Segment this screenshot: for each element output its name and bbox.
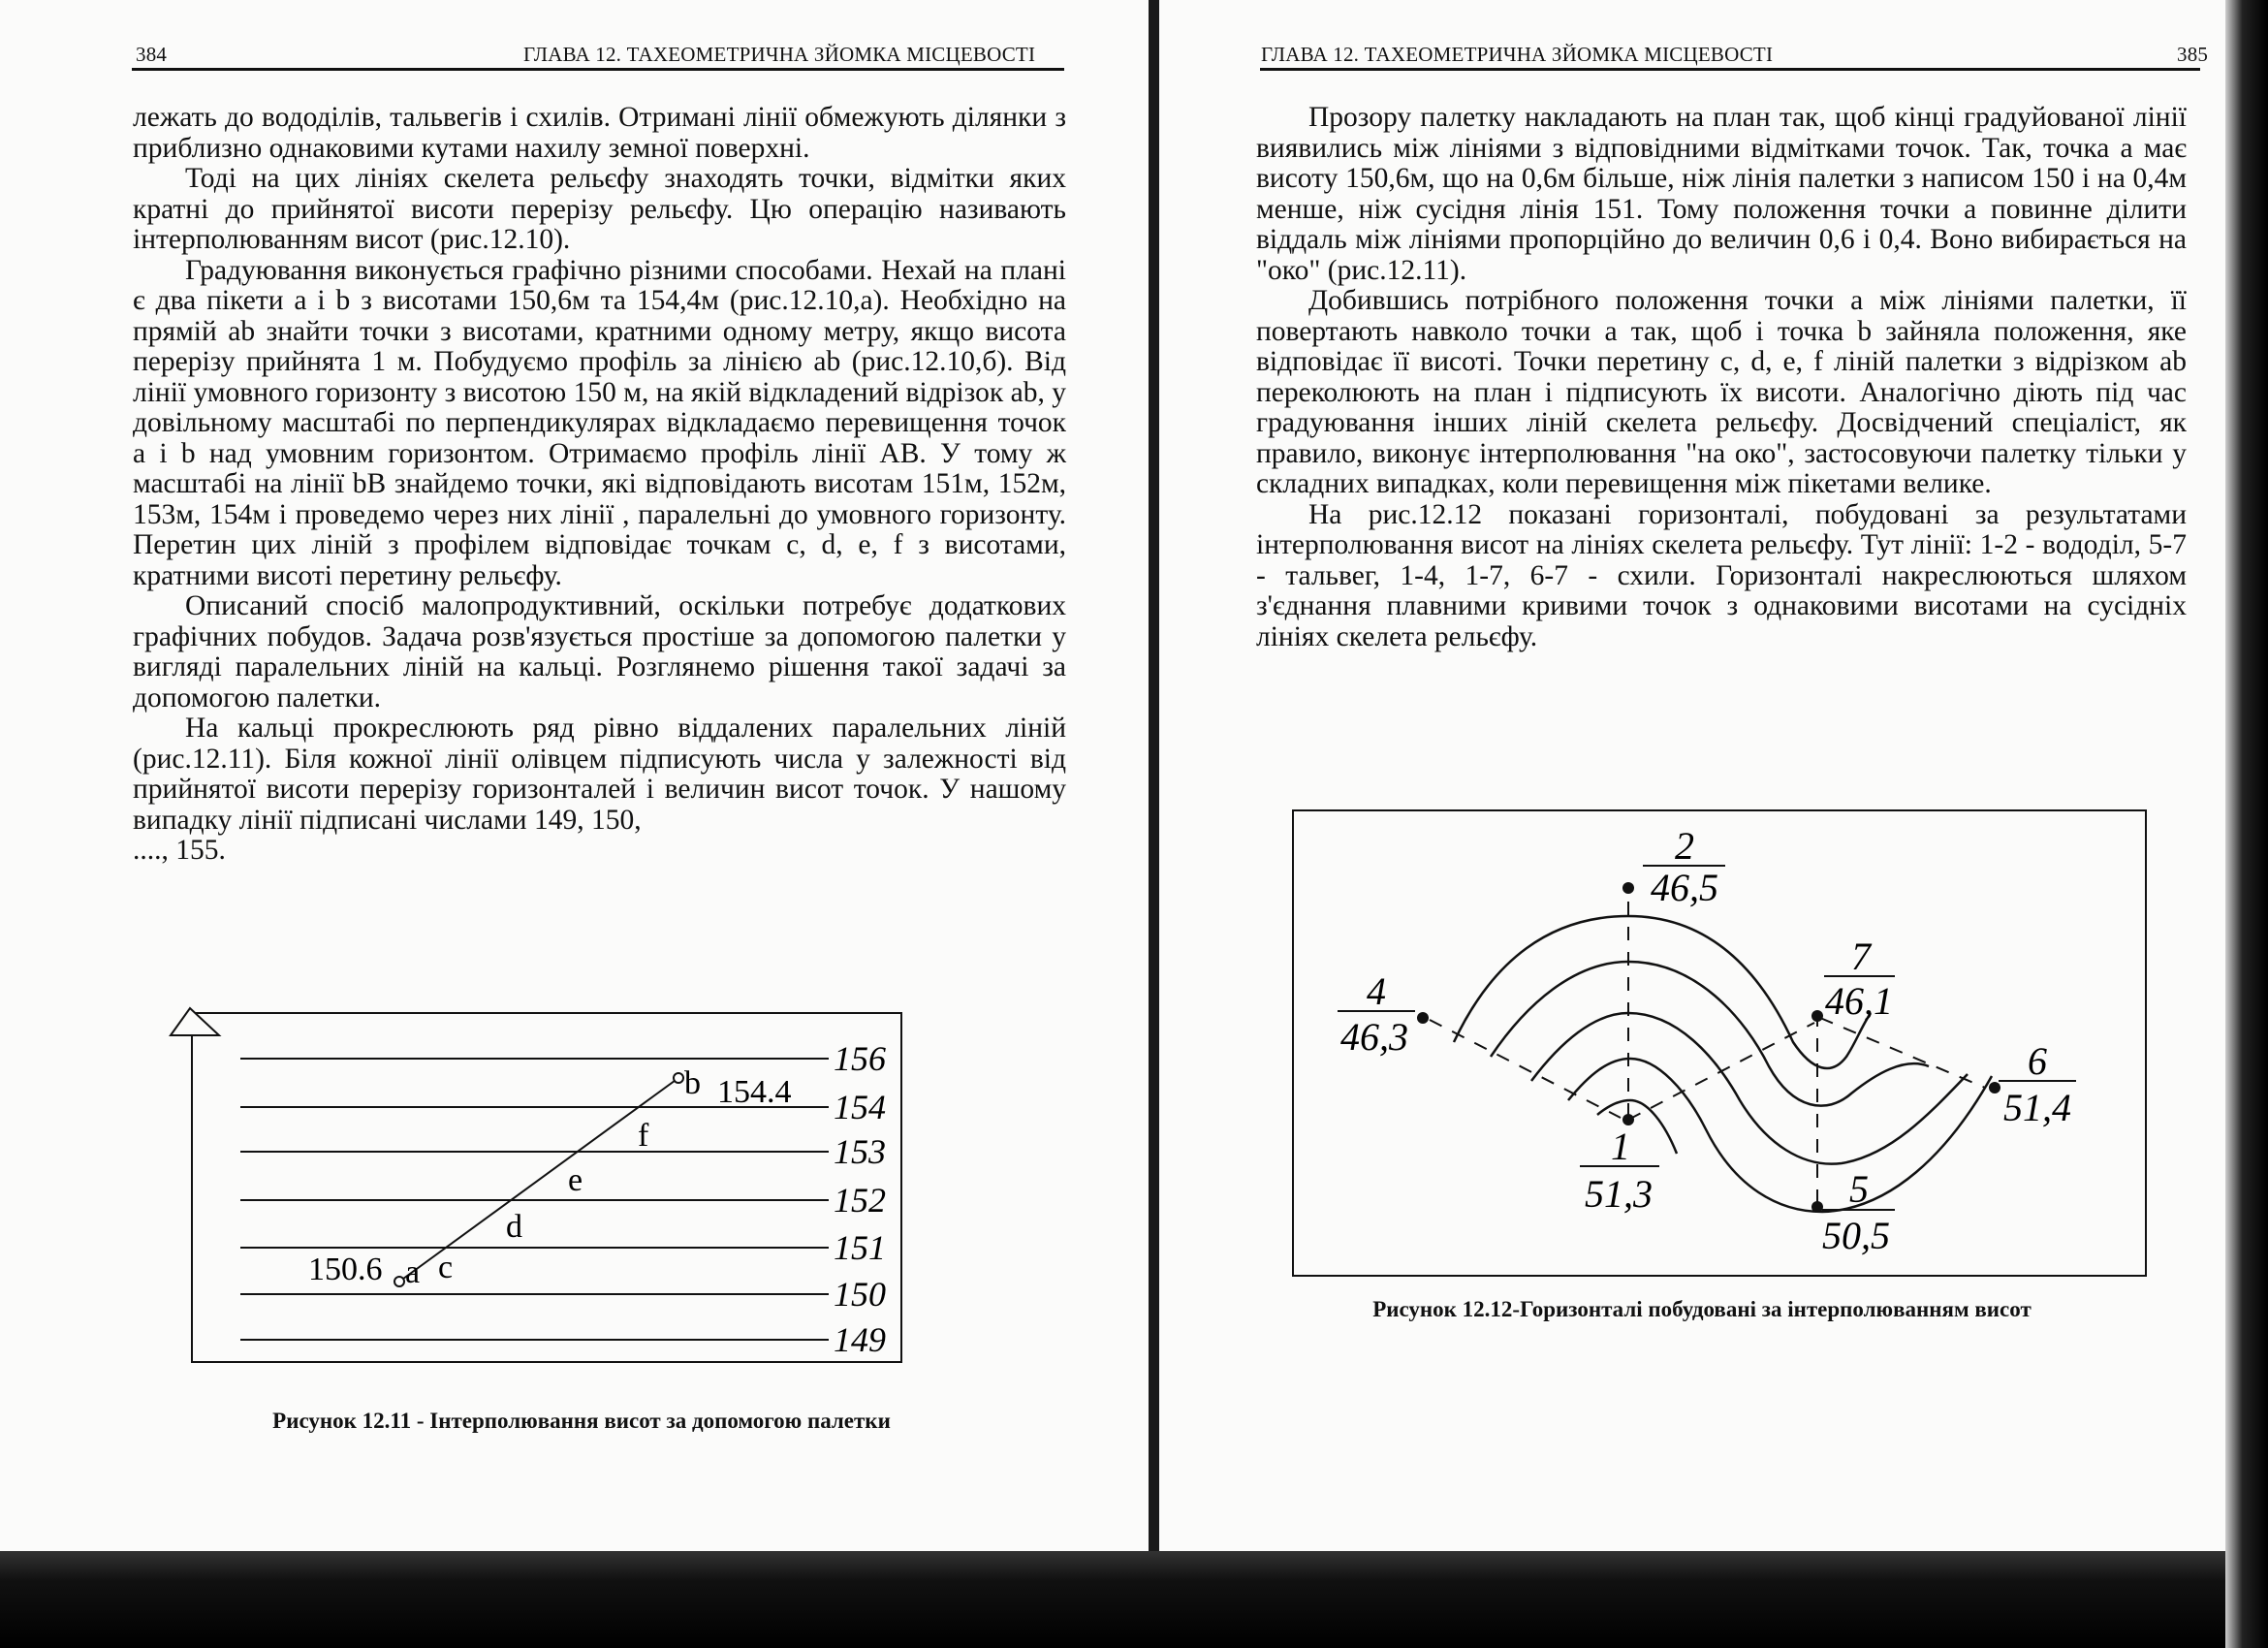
paragraph: ...., 155. [133, 835, 226, 866]
line-label: 151 [834, 1228, 886, 1267]
label-a-height: 150.6 [308, 1252, 383, 1287]
point-5-height: 50,5 [1822, 1214, 1890, 1257]
figure-12-11 [165, 1003, 911, 1401]
point-6-height: 51,4 [2003, 1086, 2071, 1129]
label-c: c [438, 1250, 454, 1285]
point-labels [308, 1065, 792, 1290]
running-head-right: ГЛАВА 12. ТАХЕОМЕТРИЧНА ЗЙОМКА МІСЦЕВОСТІ [1261, 43, 1774, 66]
paragraph: Прозору палетку накладають на план так, щоб кінці градуйованої лінії виявились між лініями з відповідними відмітками точок. Так, точка a має висоту 150,6м, що на 0,6м більше, ніж лінія палетки з написом 150 і на 0,4м менше, ніж сусідня лінія 151. Тому положення точки a повинне ділити віддаль між лініями пропорційно до величин 0,6 і 0,4. Воно вибирається на "око" (рис.12.11). [1256, 102, 2187, 286]
figure-12-11-caption: Рисунок 12.11 - Інтерполювання висот за допомогою палетки [272, 1409, 891, 1433]
figure-12-12-caption: Рисунок 12.12-Горизонталі побудовані за інтерполюванням висот [1372, 1297, 2032, 1321]
line-label: 149 [834, 1320, 886, 1359]
label-f: f [638, 1118, 649, 1154]
point-2-number: 2 [1675, 824, 1694, 868]
label-b: b [684, 1065, 701, 1101]
paragraph: Добившись потрібного положення точки a між лініями палетки, її повертають навколо точки a так, щоб і точка b зайняла положення, яке відповідає її висоті. Точки перетину c, d, e, f ліній палетки з відрізком ab переколюють на план і підписують їх висоти. Аналогічно діють під час градуювання інших ліній скелета рельєфу. Досвідчений спеціаліст, як правило, виконує інтерполювання "на око", застосовуючи палетку тільки у складних випадках, коли перевищення між пікетами велике. [1256, 285, 2187, 499]
paragraph: На рис.12.12 показані горизонталі, побудовані за результатами інтерполювання висот на лініях скелета рельєфу. Тут лінії: 1-2 - вододіл, 5-7 - тальвег, 1-4, 1-7, 6-7 - схили. Горизонталі накреслюються шляхом з'єднання плавними кривими точок з однаковими висотами на сусідніх лініях скелета рельєфу. [1256, 498, 2187, 652]
running-head-left: ГЛАВА 12. ТАХЕОМЕТРИЧНА ЗЙОМКА МІСЦЕВОСТІ [523, 43, 1036, 66]
paragraph: лежать до вододілів, тальвегів і схилів. Отримані лінії обмежують ділянки з приблизно однаковими кутами нахилу земної поверхні. [133, 102, 1066, 164]
paragraph: Тоді на цих лініях скелета рельєфу знаходять точки, відмітки яких кратні до прийнятої висоти перерізу рельєфу. Цю операцію називають інтерполюванням висот (рис.12.10). [133, 163, 1066, 255]
point-6-number: 6 [2028, 1039, 2047, 1083]
header-rule-left [132, 68, 1064, 71]
point-a-marker [394, 1277, 404, 1286]
right-page [1159, 0, 2240, 1561]
point-markers [1417, 882, 2000, 1213]
book-gutter [1149, 0, 1159, 1570]
contour-lines [1454, 916, 1992, 1212]
line-label: 153 [834, 1132, 886, 1171]
line-label: 152 [834, 1181, 886, 1220]
left-body-text [133, 103, 1066, 867]
palette-line-labels [834, 1039, 886, 1359]
paragraph: Градуювання виконується графічно різними способами. Нехай на плані є два пікети a і b з висотами 150,6м та 154,4м (рис.12.10,а). Необхідно на прямій ab знайти точки з висотами, кратними одному метру, якщо висота перерізу прийнята 1 м. Побудуємо профіль за лінією ab (рис.12.10,б). Від лінії умовного горизонту з висотою 150 м, на якій відкладений відрізок ab, у довільному масштабі по перпендикулярах відкладаємо перевищення точок a і b над умовним горизонтом. Отримаємо профіль лінії AB. У тому ж масштабі на лінії bB знайдемо точки, які відповідають висотам 151м, 152м, 153м, 154м і проведемо через них лінії , паралельні до умовного горизонту. Перетин цих ліній з профілем відповідає точкам c, d, e, f з висотами, кратними висоті перетину рельєфу. [133, 254, 1066, 591]
line-label: 156 [834, 1039, 886, 1078]
point-7-height: 46,1 [1825, 979, 1893, 1023]
paragraph: На кальці прокреслюють ряд рівно віддалених паралельних ліній (рис.12.11). Біля кожної лінії олівцем підписують числа у залежності від прийнятої висоти перерізу горизонталей і величин висот точок. У нашому випадку лінії підписані числами 149, 150, [133, 713, 1066, 836]
point-1-height: 51,3 [1585, 1172, 1653, 1216]
label-d: d [506, 1209, 522, 1245]
tracing-paper-frame [192, 1013, 901, 1362]
figure-frame [1293, 810, 2146, 1276]
paragraph: Описаний спосіб малопродуктивний, оскільки потребує додаткових графічних побудов. Задача розв'язується простіше за допомогою палетки у вигляді паралельних ліній на кальці. Розглянемо рішення такої задачі за допомогою палетки. [133, 590, 1066, 713]
page-number-right: 385 [2177, 43, 2209, 66]
label-a: a [405, 1254, 421, 1290]
point-b-marker [674, 1073, 683, 1083]
point-1-number: 1 [1611, 1125, 1630, 1168]
figure-12-12 [1285, 805, 2158, 1289]
label-b-height: 154.4 [717, 1074, 792, 1110]
point-labels [1338, 824, 2076, 1257]
right-body-text [1256, 103, 2187, 652]
point-5-number: 5 [1849, 1167, 1869, 1211]
point-2-height: 46,5 [1651, 866, 1718, 909]
page-bottom-shadow [0, 1551, 2268, 1648]
left-page [0, 0, 1150, 1561]
page-right-edge [2225, 0, 2268, 1648]
header-rule-right [1260, 68, 2200, 71]
point-4-number: 4 [1367, 969, 1386, 1013]
point-4-height: 46,3 [1340, 1015, 1408, 1059]
line-label: 154 [834, 1088, 886, 1126]
page-number-left: 384 [136, 43, 168, 66]
label-e: e [568, 1162, 583, 1198]
point-7-number: 7 [1851, 935, 1871, 978]
line-label: 150 [834, 1275, 886, 1314]
